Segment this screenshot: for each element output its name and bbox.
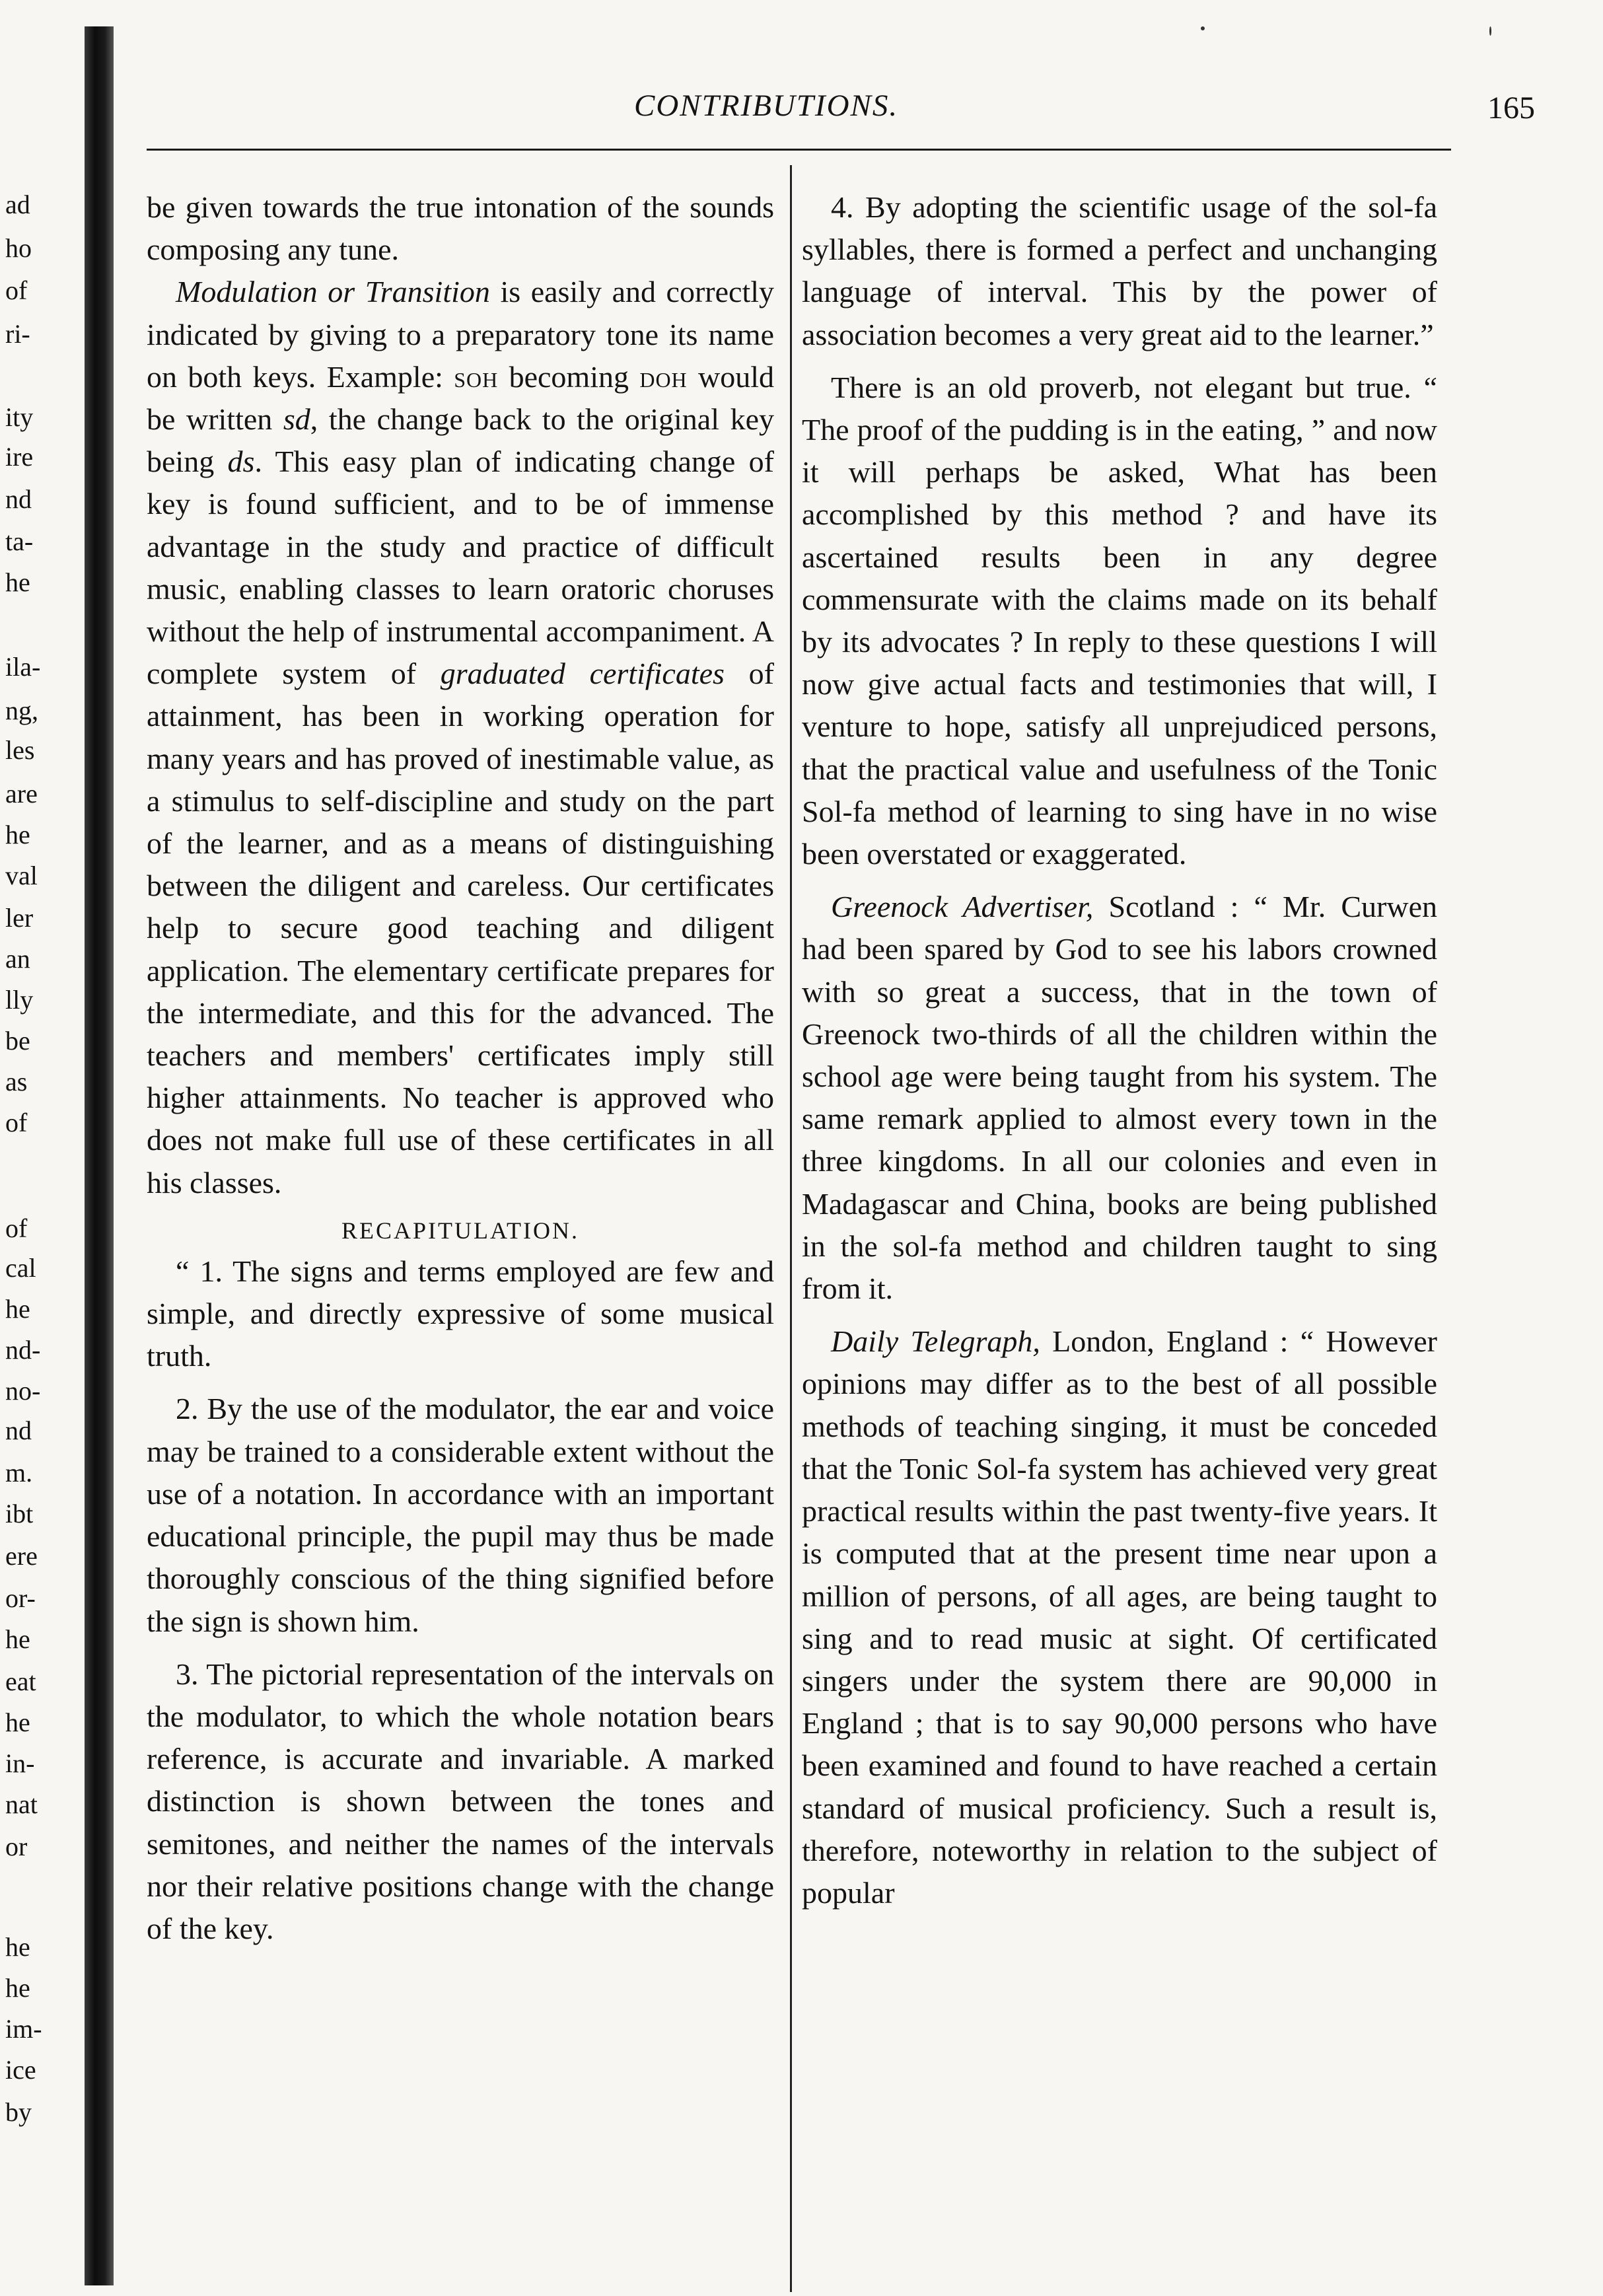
- prev-page-fragment: ibt: [5, 1499, 34, 1528]
- paragraph-modulation: Modulation or Transition is easily and correctly indicated by giving to a preparatory tone its name on both keys. Example: soh becoming doh would be written sd, the change back to the original key being ds. This easy plan of indicating change of key is found sufficient, and to be of immense advantage in the study and practice of difficult music, enabling classes to learn oratoric choruses without the help of instrumental accompaniment. A complete system of graduated certificates of attainment, has been in working operation for many years and has proved of inestimable value, as a stimulus to self-discipline and study on the part of the learner, and as a means of distinguishing between the diligent and careless. Our certificates help to secure good teaching and diligent application. The elementary certificate prepares for the intermediate, and this for the advanced. The teachers and members' certificates imply still higher attainments. No teacher is approved who does not make full use of these certificates in all his classes.: [147, 275, 775, 1200]
- prev-page-fragment: nd-: [5, 1335, 41, 1365]
- prev-page-fragment: im-: [5, 2014, 42, 2044]
- prev-page-fragment: cal: [5, 1253, 36, 1283]
- prev-page-fragment: ho: [5, 233, 32, 263]
- scan-speck: [1201, 26, 1205, 30]
- prev-page-fragment: of: [5, 1108, 28, 1137]
- prev-page-fragment: he: [5, 1294, 30, 1324]
- prev-page-fragment: of: [5, 275, 28, 305]
- term-graduated-certificates: graduated certificates: [440, 657, 725, 691]
- prev-page-fragment: ice: [5, 2055, 36, 2085]
- scan-speck: [1489, 26, 1491, 36]
- prev-page-fragment: ng,: [5, 696, 38, 725]
- prev-page-fragment: he: [5, 820, 30, 849]
- source-telegraph: Daily Telegraph,: [831, 1324, 1040, 1359]
- recap-item-3: 3. The pictorial representation of the intervals on the modulator, to which the whole notation bears reference, is accurate and invariable. A marked distinction is shown between the tones and semitones, and neither the names of the intervals nor their relative positions change with the change of the key.: [147, 1657, 774, 1945]
- prev-page-fragment: val: [5, 861, 38, 890]
- prev-page-fragment: he: [5, 567, 30, 597]
- prev-page-fragment: in-: [5, 1748, 35, 1778]
- prev-page-fragment: ity: [5, 402, 34, 432]
- prev-page-fragment: he: [5, 1624, 30, 1654]
- prev-page-fragment: nat: [5, 1789, 38, 1819]
- prev-page-fragment: nd: [5, 1416, 32, 1445]
- left-column: [147, 186, 774, 1950]
- header-rule: [147, 149, 1451, 151]
- prev-page-fragment: an: [5, 944, 30, 974]
- prev-page-fragment: lly: [5, 985, 34, 1015]
- recap-item-1: “ 1. The signs and terms employed are few and simple, and directly expressive of some musical truth.: [147, 1254, 774, 1373]
- prev-page-fragment: ad: [5, 190, 30, 219]
- prev-page-fragment: are: [5, 779, 38, 808]
- prev-page-fragment: or: [5, 1832, 28, 1861]
- prev-page-fragment: he: [5, 1932, 30, 1962]
- binding-gutter: [85, 26, 114, 2285]
- prev-page-fragment: ta-: [5, 526, 34, 556]
- previous-page-edge: [0, 0, 83, 2296]
- recap-item-2: 2. By the use of the modulator, the ear and voice may be trained to a considerable extent without the use of a notation. In accordance with an important educational principle, the pupil may thus be made thoroughly conscious of the thing signified before the sign is shown him.: [147, 1392, 774, 1638]
- prev-page-fragment: by: [5, 2097, 32, 2127]
- prev-page-fragment: he: [5, 1707, 30, 1737]
- section-heading: RECAPITULATION.: [341, 1217, 579, 1244]
- prev-page-fragment: be: [5, 1026, 30, 1056]
- source-greenock: Greenock Advertiser,: [831, 890, 1094, 924]
- prev-page-fragment: nd: [5, 484, 32, 514]
- prev-page-fragment: ere: [5, 1541, 38, 1571]
- page-number: 165: [1487, 90, 1535, 126]
- prev-page-fragment: he: [5, 1973, 30, 2003]
- paragraph-intonation: be given towards the true intonation of the sounds composing any tune.: [147, 190, 774, 267]
- testimony-greenock: Greenock Advertiser, Scotland : “ Mr. Curwen had been spared by God to see his labors crowned with so great a success, that in the town of Greenock two-thirds of all the children within the school age were being taught from his system. The same remark applied to almost every town in the three kingdoms. In all our colonies and even in Madagascar and China, books are being published in the sol-fa method and children taught to sing from it.: [802, 890, 1437, 1306]
- testimony-telegraph: Daily Telegraph, London, England : “ However opinions may differ as to the best of all possible methods of teaching singing, it must be conceded that the Tonic Sol-fa system has achieved very great practical results within the past twenty-five years. It is computed that at the present time near upon a million of persons, of all ages, are being taught to sing and to read music at sight. Of certificated singers under the system there are 90,000 in England ; that is to say 90,000 persons who have been examined and found to have reached a certain standard of musical proficiency. Such a result is, therefore, noteworthy in relation to the subject of popular: [802, 1324, 1438, 1910]
- paragraph-proverb: There is an old proverb, not elegant but true. “ The proof of the pudding is in the eating, ” and now it will perhaps be asked, What has been accomplished by this method ? and have its ascertained results been in any degree commensurate with the claims made on its behalf by its advocates ? In reply to these questions I will now give actual facts and testimonies that will, I venture to hope, satisfy all unprejudiced persons, that the practical value and usefulness of the Tonic Sol-fa method of learning to sing have in no wise been overstated or exaggerated.: [802, 370, 1437, 871]
- column-divider: [790, 165, 792, 2292]
- prev-page-fragment: ila-: [5, 652, 41, 682]
- prev-page-fragment: ire: [5, 442, 34, 472]
- prev-page-fragment: ler: [5, 903, 34, 933]
- recap-item-4: 4. By adopting the scientific usage of the sol-fa syllables, there is formed a perfect and unchanging language of interval. This by the power of association becomes a very great aid to the learner.”: [802, 190, 1437, 351]
- prev-page-fragment: m.: [5, 1458, 33, 1488]
- prev-page-fragment: or-: [5, 1583, 36, 1613]
- prev-page-fragment: ri-: [5, 319, 30, 349]
- prev-page-fragment: les: [5, 735, 35, 765]
- prev-page-fragment: eat: [5, 1667, 36, 1696]
- right-column: [802, 186, 1437, 1914]
- running-header: CONTRIBUTIONS.: [634, 89, 899, 123]
- prev-page-fragment: of: [5, 1213, 28, 1243]
- prev-page-fragment: no-: [5, 1376, 41, 1406]
- prev-page-fragment: as: [5, 1067, 28, 1096]
- term-modulation: Modulation or Transition: [176, 275, 490, 309]
